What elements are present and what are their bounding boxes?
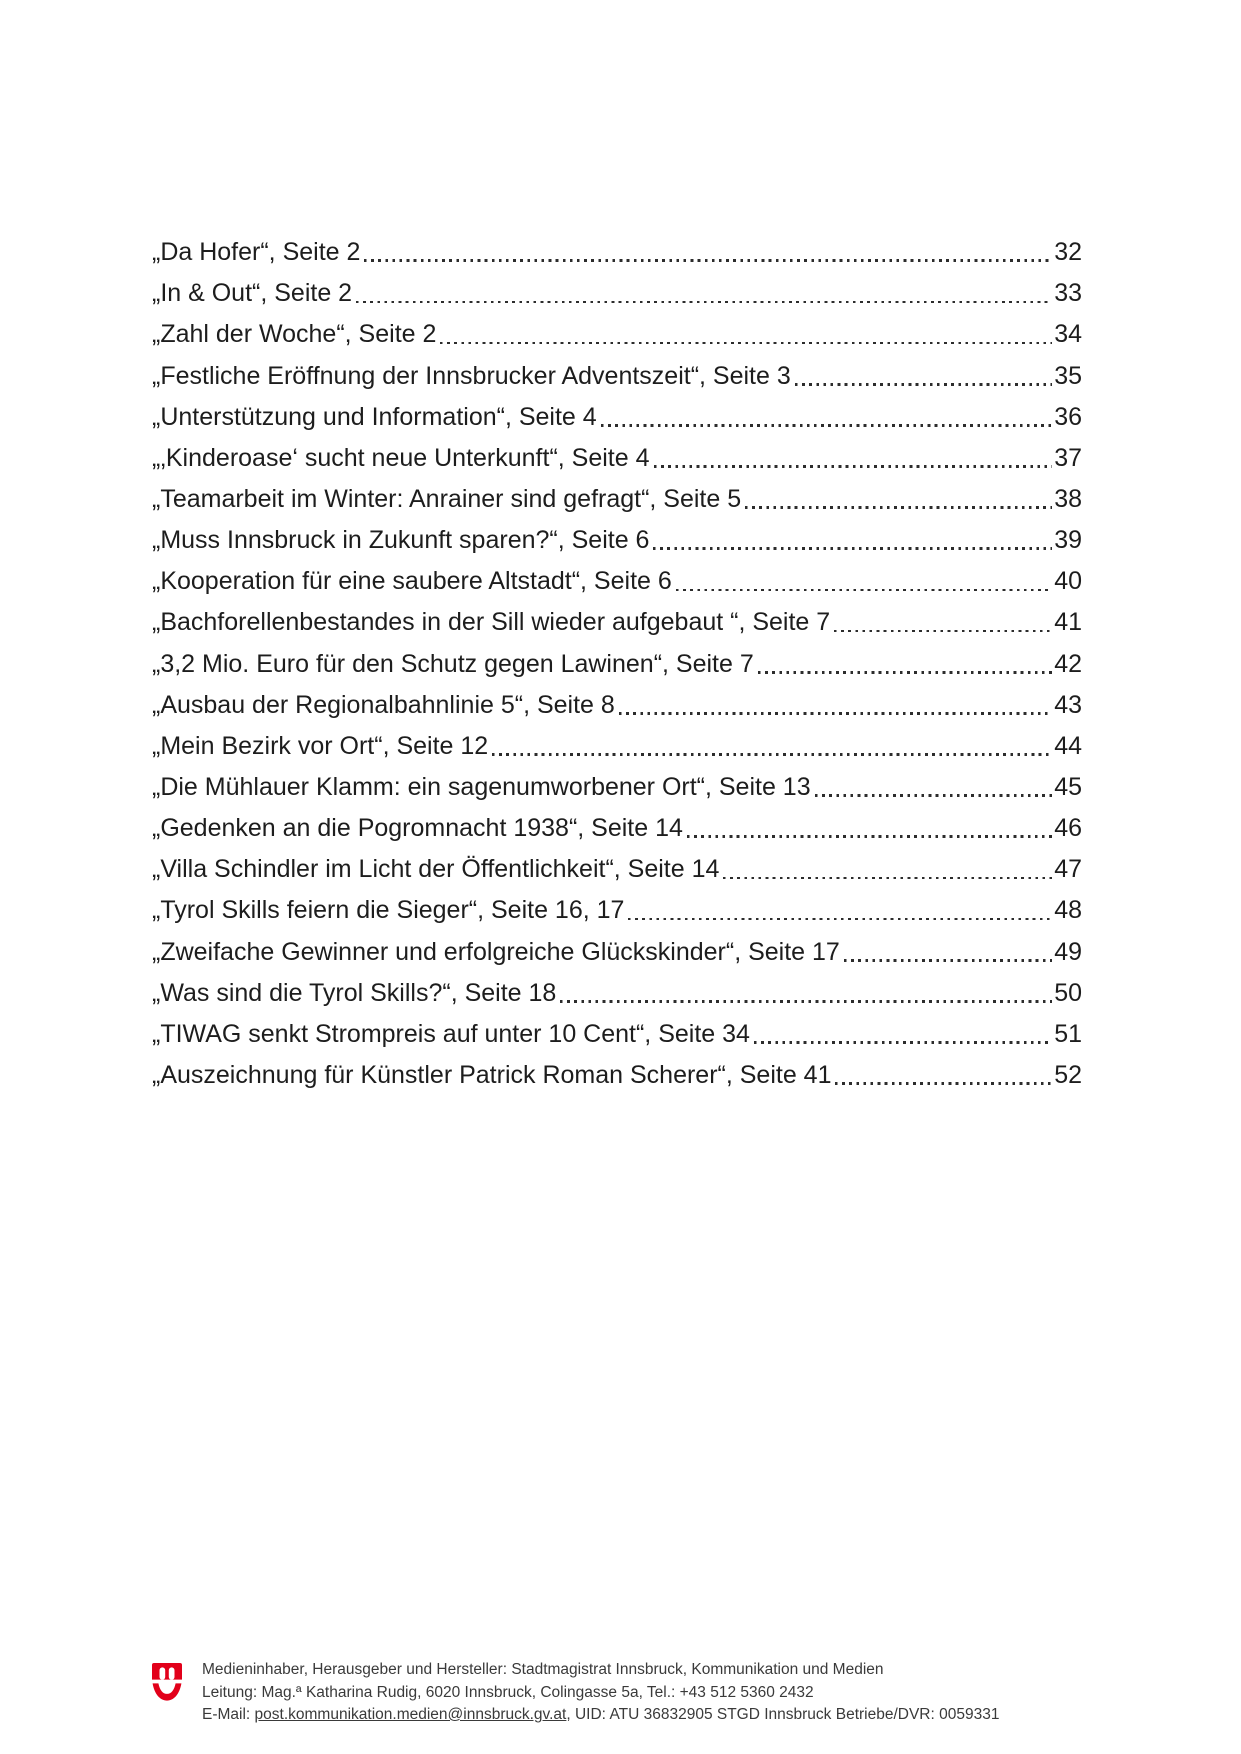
toc-entry-page-number: 42 <box>1054 649 1082 678</box>
toc-entry-page-number: 45 <box>1054 772 1082 801</box>
toc-entry-label[interactable]: „Ausbau der Regionalbahnlinie 5“, Seite 8 <box>152 690 615 719</box>
toc-entry-page-number: 46 <box>1054 814 1082 843</box>
toc-entry[interactable] <box>152 637 1082 678</box>
toc-leader-dots <box>628 918 1052 921</box>
toc-entry[interactable] <box>152 555 1082 596</box>
toc-entry-label[interactable]: „Auszeichnung für Künstler Patrick Roman Scherer“, Seite 41 <box>152 1060 832 1089</box>
footer-email-prefix: E-Mail: <box>202 1706 255 1723</box>
toc-entry-page-number: 51 <box>1054 1019 1082 1048</box>
toc-leader-dots <box>745 506 1052 509</box>
toc-entry-page-number: 39 <box>1054 526 1082 555</box>
toc-entry-page-number: 41 <box>1054 608 1082 637</box>
toc-entry-label[interactable]: „Was sind die Tyrol Skills?“, Seite 18 <box>152 978 557 1007</box>
email-link[interactable]: post.kommunikation.medien@innsbruck.gv.at <box>254 1706 567 1723</box>
toc-entry-page-number: 43 <box>1054 690 1082 719</box>
toc-entry-label[interactable]: „Zweifache Gewinner und erfolgreiche Glückskinder“, Seite 17 <box>152 937 840 966</box>
toc-entry[interactable] <box>152 843 1082 884</box>
toc-entry-label[interactable]: „Unterstützung und Information“, Seite 4 <box>152 402 597 431</box>
toc-entry-page-number: 37 <box>1054 443 1082 472</box>
footer-line-contact: Leitung: Mag.ª Katharina Rudig, 6020 Innsbruck, Colingasse 5a, Tel.: +43 512 5360 2432 <box>202 1683 814 1701</box>
toc-entry-label[interactable]: „Muss Innsbruck in Zukunft sparen?“, Seite 6 <box>152 526 650 555</box>
toc-entry-page-number: 48 <box>1054 896 1082 925</box>
toc-entry-label[interactable]: „Da Hofer“, Seite 2 <box>152 238 361 267</box>
toc-leader-dots <box>795 383 1052 386</box>
toc-entry[interactable] <box>152 720 1082 761</box>
toc-entry-label[interactable]: „In & Out“, Seite 2 <box>152 279 353 308</box>
toc-leader-dots <box>815 794 1053 797</box>
toc-leader-dots <box>687 835 1052 838</box>
toc-entry[interactable] <box>152 473 1082 514</box>
toc-entry-label[interactable]: „Bachforellenbestandes in der Sill wieder aufgebaut “, Seite 7 <box>152 608 831 637</box>
toc-entry[interactable] <box>152 514 1082 555</box>
toc-leader-dots <box>619 712 1052 715</box>
toc-entry[interactable] <box>152 1008 1082 1049</box>
toc-entry[interactable] <box>152 267 1082 308</box>
toc-entry-page-number: 52 <box>1054 1060 1082 1089</box>
toc-entry-label[interactable]: „3,2 Mio. Euro für den Schutz gegen Lawinen“, Seite 7 <box>152 649 754 678</box>
toc-leader-dots <box>654 465 1053 468</box>
toc-entry-label[interactable]: „‚Kinderoase‘ sucht neue Unterkunft“, Seite 4 <box>152 443 650 472</box>
innsbruck-logo-icon <box>152 1663 182 1701</box>
toc-leader-dots <box>492 753 1052 756</box>
toc-entry-page-number: 44 <box>1054 731 1082 760</box>
footer-line-email <box>202 1704 999 1727</box>
toc-entry[interactable] <box>152 1049 1082 1090</box>
toc-entry-label[interactable]: „Villa Schindler im Licht der Öffentlichkeit“, Seite 14 <box>152 855 720 884</box>
toc-entry[interactable] <box>152 761 1082 802</box>
toc-entry[interactable] <box>152 226 1082 267</box>
footer-email-suffix: , UID: ATU 36832905 STGD Innsbruck Betriebe/DVR: 0059331 <box>566 1706 1000 1723</box>
toc-entry-page-number: 35 <box>1054 361 1082 390</box>
footer-text-block <box>202 1659 999 1727</box>
toc-leader-dots <box>723 877 1052 880</box>
toc-entry-label[interactable]: „TIWAG senkt Strompreis auf unter 10 Cent“, Seite 34 <box>152 1019 750 1048</box>
toc-entry-page-number: 32 <box>1054 238 1082 267</box>
toc-entry-page-number: 34 <box>1054 320 1082 349</box>
toc-leader-dots <box>835 1082 1052 1085</box>
toc-entry-page-number: 49 <box>1054 937 1082 966</box>
toc-entry-label[interactable]: „Zahl der Woche“, Seite 2 <box>152 320 437 349</box>
toc-entry[interactable] <box>152 967 1082 1008</box>
toc-entry[interactable] <box>152 679 1082 720</box>
toc-entry[interactable] <box>152 884 1082 925</box>
toc-leader-dots <box>364 259 1052 262</box>
toc-leader-dots <box>601 424 1053 427</box>
toc-entry-label[interactable]: „Mein Bezirk vor Ort“, Seite 12 <box>152 731 489 760</box>
toc-leader-dots <box>758 671 1052 674</box>
toc-entry[interactable] <box>152 925 1082 966</box>
toc-leader-dots <box>754 1041 1052 1044</box>
toc-leader-dots <box>844 959 1052 962</box>
toc-entry-page-number: 50 <box>1054 978 1082 1007</box>
toc-leader-dots <box>653 547 1052 550</box>
toc-entry[interactable] <box>152 308 1082 349</box>
toc-entry[interactable] <box>152 596 1082 637</box>
table-of-contents <box>152 226 1082 1090</box>
toc-entry-page-number: 33 <box>1054 279 1082 308</box>
toc-entry-page-number: 47 <box>1054 855 1082 884</box>
toc-entry-page-number: 38 <box>1054 484 1082 513</box>
toc-entry[interactable] <box>152 349 1082 390</box>
toc-entry-page-number: 40 <box>1054 567 1082 596</box>
toc-entry-label[interactable]: „Kooperation für eine saubere Altstadt“, Seite 6 <box>152 567 672 596</box>
toc-entry-label[interactable]: „Teamarbeit im Winter: Anrainer sind gefragt“, Seite 5 <box>152 484 742 513</box>
toc-entry-label[interactable]: „Tyrol Skills feiern die Sieger“, Seite 16, 17 <box>152 896 625 925</box>
toc-entry-label[interactable]: „Festliche Eröffnung der Innsbrucker Adventszeit“, Seite 3 <box>152 361 791 390</box>
page-footer <box>152 1659 999 1727</box>
toc-entry-page-number: 36 <box>1054 402 1082 431</box>
toc-leader-dots <box>676 589 1052 592</box>
toc-leader-dots <box>834 630 1052 633</box>
toc-leader-dots <box>440 342 1052 345</box>
toc-entry-label[interactable]: „Die Mühlauer Klamm: ein sagenumworbener Ort“, Seite 13 <box>152 772 811 801</box>
toc-entry[interactable] <box>152 391 1082 432</box>
toc-leader-dots <box>560 1000 1052 1003</box>
toc-leader-dots <box>356 301 1052 304</box>
footer-line-publisher: Medieninhaber, Herausgeber und Hersteller: Stadtmagistrat Innsbruck, Kommunikation und Medien <box>202 1661 884 1678</box>
toc-entry[interactable] <box>152 432 1082 473</box>
toc-entry[interactable] <box>152 802 1082 843</box>
toc-entry-label[interactable]: „Gedenken an die Pogromnacht 1938“, Seite 14 <box>152 814 683 843</box>
